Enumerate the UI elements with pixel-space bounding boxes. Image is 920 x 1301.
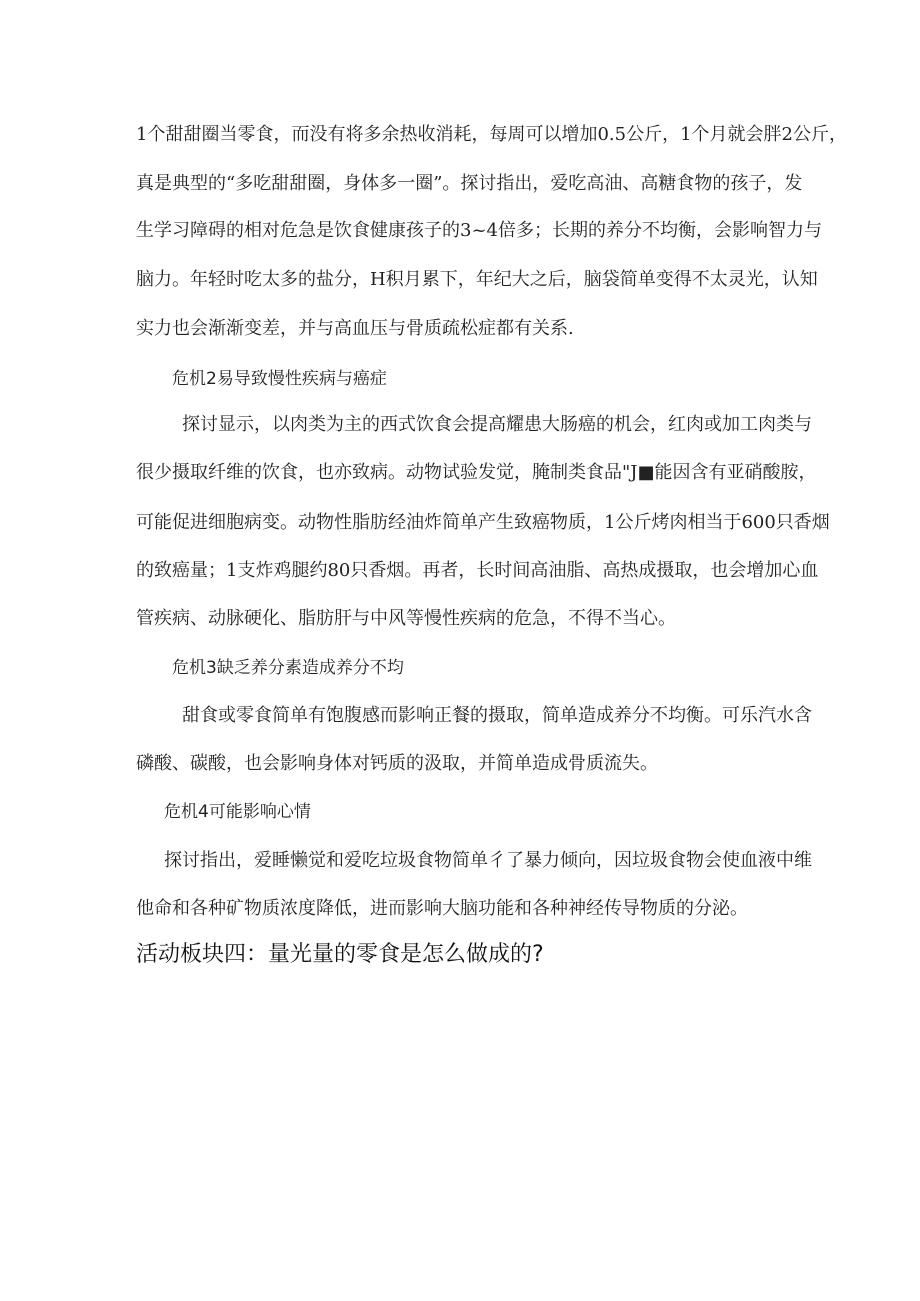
paragraph1-line-5: 实力也会渐渐变差，并与高血压与骨质疏松症都有关系. [136, 318, 574, 339]
heading-risk-4: 危机4可能影响心情 [164, 802, 311, 822]
paragraph2-line-3: 可能促进细胞病变。动物性脂肪经油炸简单产生致癌物质，1公斤烤肉相当于600只香烟 [136, 512, 830, 533]
section-title: 活动板块四：量光量的零食是怎么做成的? [136, 942, 544, 967]
heading-risk-2: 危机2易导致慢性疾病与癌症 [172, 369, 387, 389]
paragraph4-line-1: 探讨指出，爱睡懒觉和爱吃垃圾食物简单彳了暴力倾向，因垃圾食物会使血液中维 [164, 850, 812, 871]
paragraph1-line-1: 1个甜甜圈当零食，而没有将多余热收消耗，每周可以增加0.5公斤，1个月就会胖2公斤， [136, 124, 847, 145]
paragraph3-line-1: 甜食或零食简单有饱腹感而影响正餐的摄取，简单造成养分不均衡。可乐汽水含 [182, 705, 812, 726]
paragraph4-line-2: 他命和各种矿物质浓度降低，进而影响大脑功能和各种神经传导物质的分泌。 [136, 898, 748, 919]
paragraph2-line-4: 的致癌量；1支炸鸡腿约80只香烟。再者，长时间高油脂、高热成摄取，也会增加心血 [136, 560, 819, 581]
paragraph1-line-2: 真是典型的“多吃甜甜圈，身体多一圈”。探讨指出，爱吃高油、高糖食物的孩子，发 [136, 173, 803, 194]
paragraph2-line-1: 探讨显示，以肉类为主的西式饮食会提高耀患大肠癌的机会，红肉或加工肉类与 [182, 414, 812, 435]
paragraph1-line-3: 生学习障碍的相对危急是饮食健康孩子的3~4倍多；长期的养分不均衡，会影响智力与 [136, 220, 822, 241]
paragraph1-line-4: 脑力。年轻时吃太多的盐分，H积月累下，年纪大之后，脑袋简单变得不太灵光，认知 [136, 269, 818, 290]
heading-risk-3: 危机3缺乏养分素造成养分不均 [172, 658, 404, 678]
paragraph2-line-2: 很少摄取纤维的饮食，也亦致病。动物试验发觉，腌制类食品"J■能因含有亚硝酸胺， [136, 462, 817, 483]
paragraph2-line-5: 管疾病、动脉硬化、脂肪肝与中风等慢性疾病的危急，不得不当心。 [136, 608, 676, 629]
paragraph3-line-2: 磷酸、碳酸，也会影响身体对钙质的汲取，并简单造成骨质流失。 [136, 753, 658, 774]
